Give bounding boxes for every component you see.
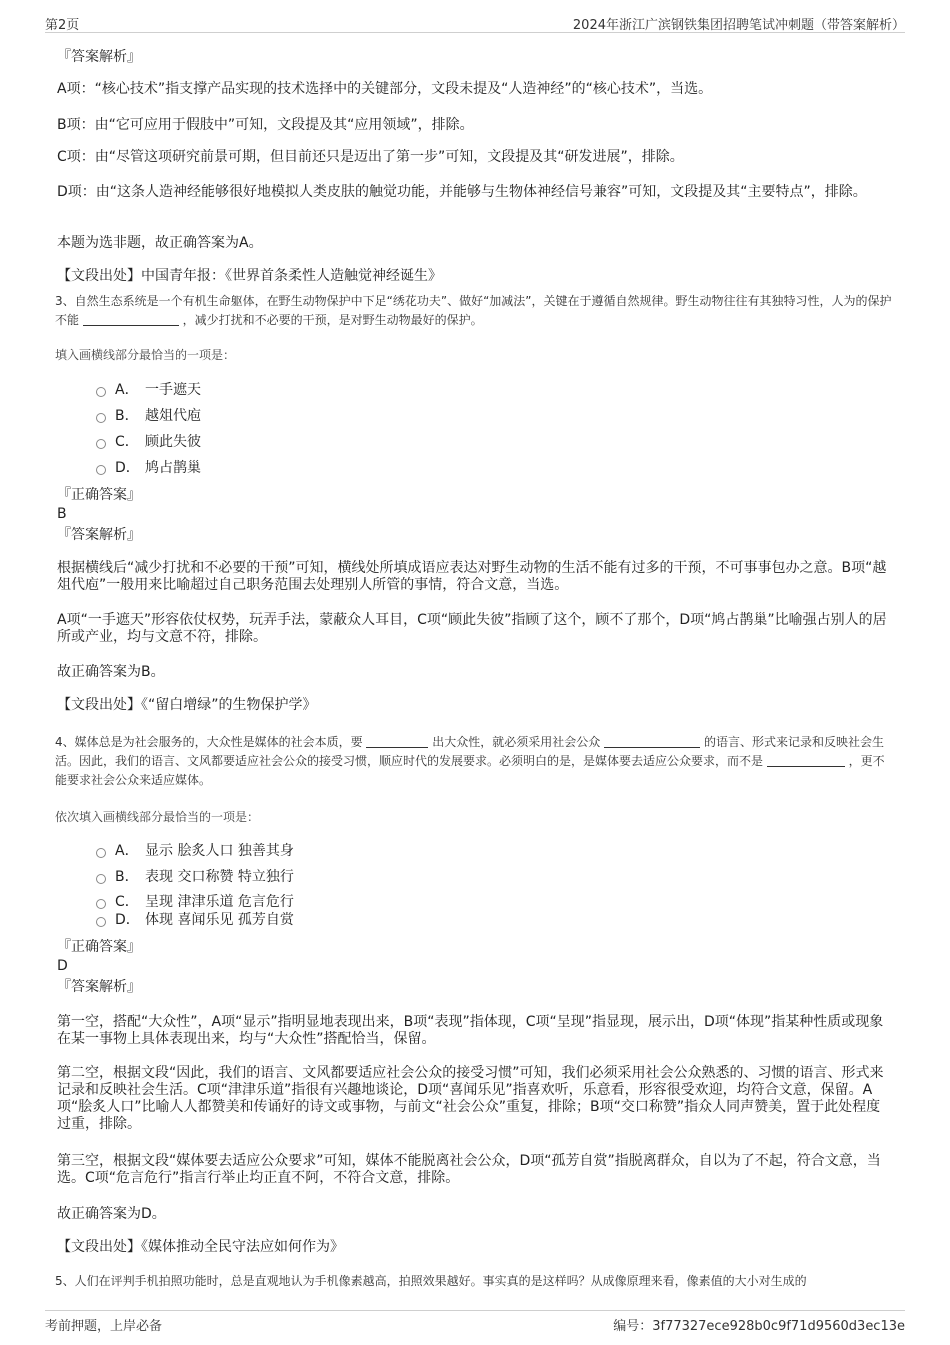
- option-key: D．: [115, 912, 140, 928]
- q3-option-c[interactable]: [96, 433, 201, 451]
- option-text: 显示 脍炙人口 独善其身: [145, 843, 294, 859]
- q3-stem-part2: ，减少打扰和不必要的干预，是对野生动物最好的保护。: [182, 313, 483, 327]
- q4-conclusion: 故正确答案为D。: [57, 1206, 166, 1222]
- q3-stem: [55, 292, 893, 330]
- q3-blank: [83, 312, 179, 326]
- q3-option-d[interactable]: [96, 459, 201, 477]
- q3-instruction: 填入画横线部分最恰当的一项是：: [55, 348, 236, 362]
- q4-analysis-1: 第一空，搭配“大众性”，A项“显示”指明显地表现出来，B项“表现”指体现，C项“呈现”指显现，展示出，D项“体现”指某种性质或现象在某一事物上具体表现出来，均与“大众性”搭配恰当，保留。: [57, 1014, 884, 1047]
- radio-icon[interactable]: [96, 465, 106, 475]
- option-key: B．: [115, 408, 139, 424]
- option-key: C．: [115, 894, 139, 910]
- radio-icon[interactable]: [96, 899, 106, 909]
- q4-analysis-2: 第二空，根据文段“因此，我们的语言、文风都要适应社会公众的接受习惯”可知，我们必须采用社会公众熟悉的、习惯的语言、形式来记录和反映社会生活。C项“津津乐道”指很有兴趣地谈论，D项“喜闻乐见”指喜欢听，乐意看，形容很受欢迎，均符合文意，保留。A项“脍炙人口”比喻人人都赞美和传诵好的诗文或事物，与前文“社会公众”重复，排除；B项“交口称赞”指众人同声赞美，置于此处程度过重，排除。: [57, 1065, 884, 1132]
- option-text: 越俎代庖: [145, 408, 201, 424]
- option-text: 表现 交口称赞 特立独行: [145, 869, 294, 885]
- q3-analysis-label: 『答案解析』: [57, 527, 141, 543]
- q3-stem-part1: 3、自然生态系统是一个有机生命躯体，在野生动物保护中下足“绣花功夫”、做好“加减法”，关键在于遵循自然规律。野生动物往往有其独特习性，人为的保护不能: [55, 294, 892, 327]
- q3-conclusion: 故正确答案为B。: [57, 664, 165, 680]
- q4-stem-part4: ，更不能要求社会公众来适应媒体。: [55, 754, 885, 787]
- q3-answer: B: [57, 506, 67, 522]
- q3-option-b[interactable]: [96, 407, 201, 425]
- q2-analysis-a: A项：“核心技术”指支撑产品实现的技术选择中的关键部分，文段未提及“人造神经”的“核心技术”，当选。: [57, 81, 713, 97]
- q4-option-b[interactable]: [96, 868, 294, 886]
- q4-option-c[interactable]: [96, 893, 294, 911]
- q4-analysis-3: 第三空，根据文段“媒体要去适应公众要求”可知，媒体不能脱离社会公众，D项“孤芳自赏”指脱离群众，自以为了不起，符合文意，当选。C项“危言危行”指言行举止均正直不阿，不符合文意，排除。: [57, 1153, 881, 1186]
- q4-analysis-label: 『答案解析』: [57, 979, 141, 995]
- q4-blank-1: [366, 734, 428, 748]
- q4-instruction: 依次填入画横线部分最恰当的一项是：: [55, 810, 260, 824]
- q2-analysis-d: D项：由“这条人造神经能够很好地模拟人类皮肤的触觉功能，并能够与生物体神经信号兼容”可知，文段提及其“主要特点”，排除。: [57, 184, 867, 200]
- q2-source: 【文段出处】中国青年报：《世界首条柔性人造触觉神经诞生》: [57, 268, 442, 284]
- page-footer: [45, 1310, 905, 1335]
- option-text: 体现 喜闻乐见 孤芳自赏: [145, 912, 294, 928]
- q2-conclusion: 本题为选非题，故正确答案为A。: [57, 235, 263, 251]
- page-number: 第2页: [45, 18, 80, 33]
- q4-blank-3: [767, 753, 845, 767]
- option-key: A．: [115, 843, 139, 859]
- radio-icon[interactable]: [96, 917, 106, 927]
- radio-icon[interactable]: [96, 387, 106, 397]
- radio-icon[interactable]: [96, 413, 106, 423]
- q3-source: 【文段出处】《“留白增绿”的生物保护学》: [57, 697, 317, 713]
- option-text: 呈现 津津乐道 危言危行: [145, 894, 294, 910]
- q4-stem-part3: 的语言、形式来记录和反映社会生活。因此，我们的语言、文风都要适应社会公众的接受习惯，顺应时代的发展要求。必须明白的是，是媒体要去适应公众要求，而不是: [55, 735, 884, 768]
- q3-answer-label: 『正确答案』: [57, 487, 141, 503]
- q4-source: 【文段出处】《媒体推动全民守法应如何作为》: [57, 1239, 344, 1255]
- radio-icon[interactable]: [96, 439, 106, 449]
- option-key: C．: [115, 434, 139, 450]
- q4-answer-label: 『正确答案』: [57, 939, 141, 955]
- q4-blank-2: [604, 734, 700, 748]
- q4-stem: [55, 733, 893, 790]
- radio-icon[interactable]: [96, 848, 106, 858]
- option-key: A．: [115, 382, 139, 398]
- q2-analysis-b: B项：由“它可应用于假肢中”可知，文段提及其“应用领域”，排除。: [57, 117, 474, 133]
- page-header: [45, 12, 905, 33]
- document-id: 编号：3f77327ece928b0c9f71d9560d3ec13e: [613, 1319, 905, 1334]
- option-key: D．: [115, 460, 140, 476]
- document-title: 2024年浙江广滨钢铁集团招聘笔试冲刺题（带答案解析）: [572, 18, 905, 33]
- q5-stem: 5、人们在评判手机拍照功能时，总是直观地认为手机像素越高，拍照效果越好。事实真的是这样吗？从成像原理来看，像素值的大小对生成的: [55, 1274, 807, 1288]
- q3-analysis-1: 根据横线后“减少打扰和不必要的干预”可知，横线处所填成语应表达对野生动物的生活不能有过多的干预，不可事事包办之意。B项“越俎代庖”一般用来比喻超过自己职务范围去处理别人所管的事情，符合文意，当选。: [57, 560, 887, 593]
- option-text: 一手遮天: [145, 382, 201, 398]
- q3-option-a[interactable]: [96, 381, 201, 399]
- option-key: B．: [115, 869, 139, 885]
- q3-analysis-2: A项“一手遮天”形容依仗权势，玩弄手法，蒙蔽众人耳目，C项“顾此失彼”指顾了这个，顾不了那个，D项“鸠占鹊巢”比喻强占别人的居所或产业，均与文意不符，排除。: [57, 612, 887, 645]
- q4-stem-part2: 出大众性，就必须采用社会公众: [432, 735, 601, 749]
- footer-slogan: 考前押题，上岸必备: [45, 1319, 163, 1334]
- radio-icon[interactable]: [96, 874, 106, 884]
- q2-analysis-label: 『答案解析』: [57, 49, 141, 65]
- q2-analysis-c: C项：由“尽管这项研究前景可期，但目前还只是迈出了第一步”可知，文段提及其“研发进展”，排除。: [57, 149, 684, 165]
- q4-stem-part1: 4、媒体总是为社会服务的，大众性是媒体的社会本质，要: [55, 735, 363, 749]
- q4-answer: D: [57, 958, 68, 974]
- q4-option-a[interactable]: [96, 842, 294, 860]
- option-text: 顾此失彼: [145, 434, 201, 450]
- q4-option-d[interactable]: [96, 911, 294, 929]
- option-text: 鸠占鹊巢: [145, 460, 201, 476]
